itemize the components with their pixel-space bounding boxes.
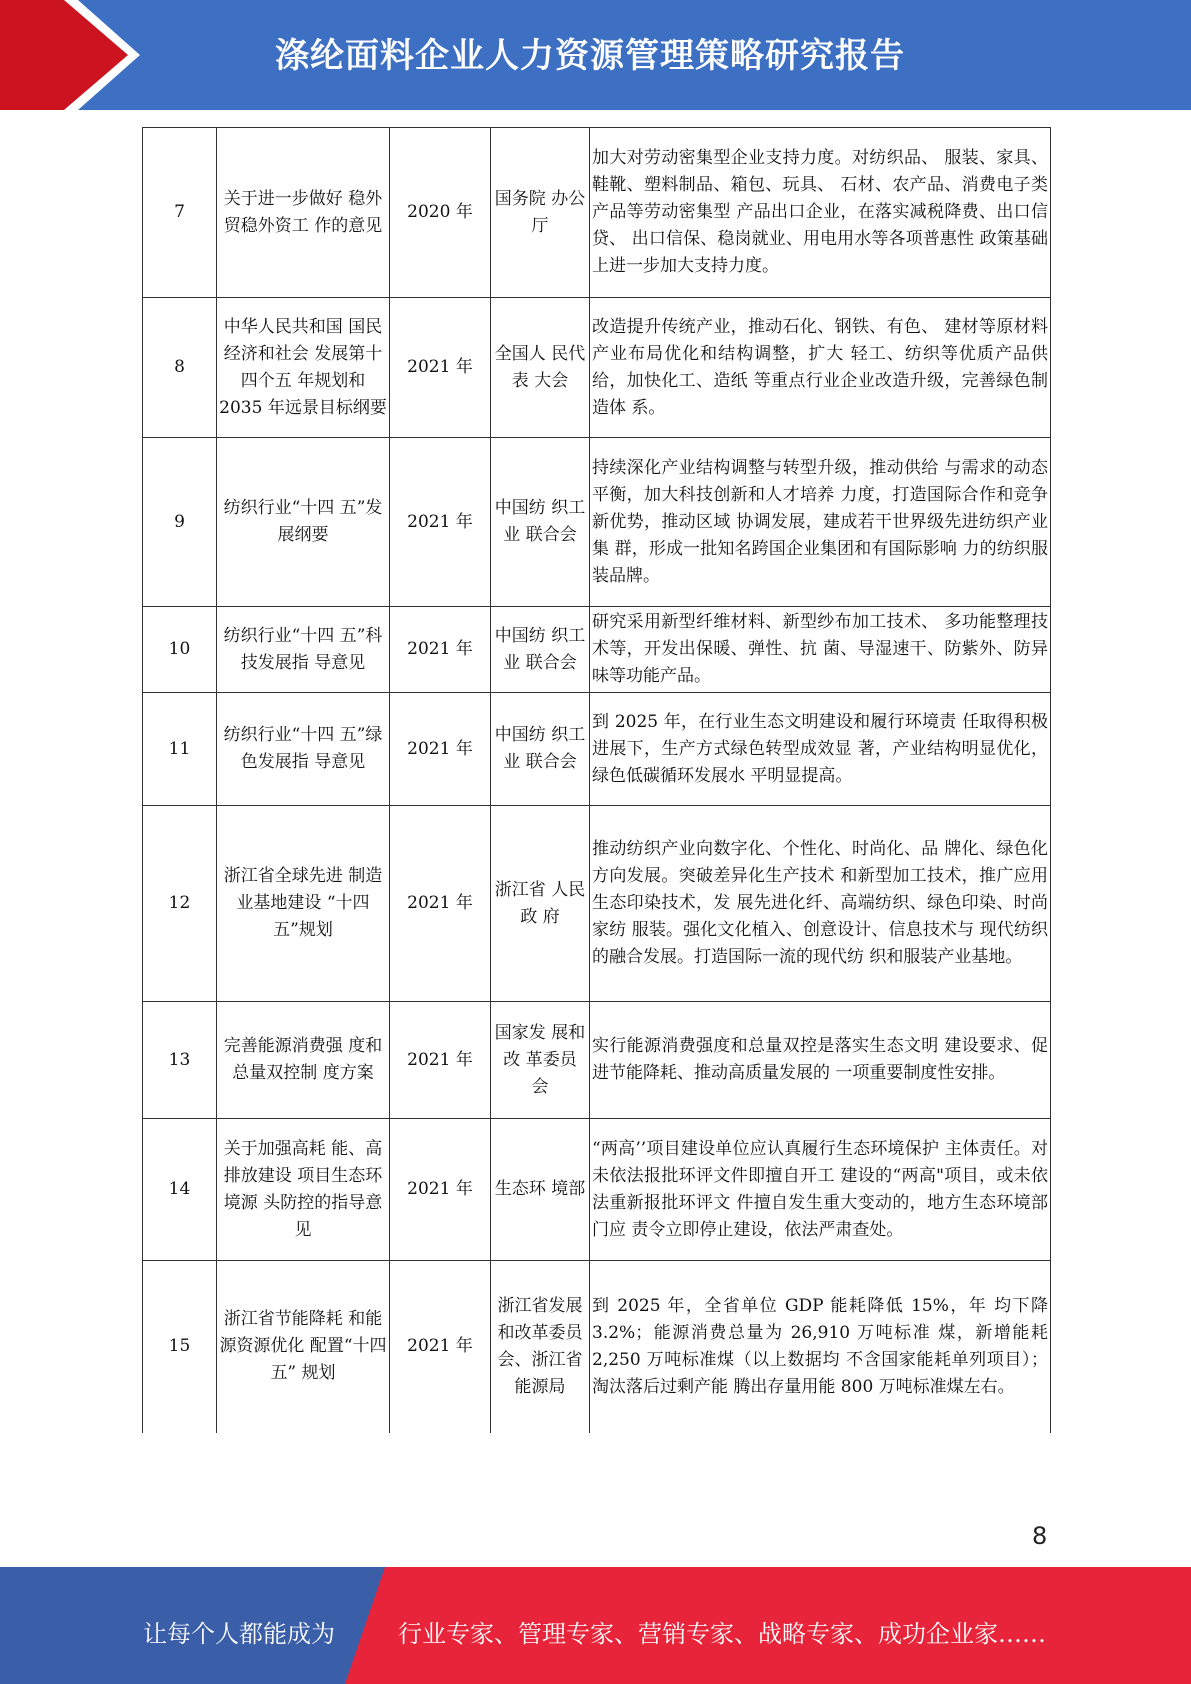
policy-content: “两高’’项目建设单位应认真履行生态环境保护 主体责任。对未依法报批环评文件即擅自开工 建设的“两高"项目，或未依法重新报批环评文 件擅自发生重大变动的，地方生态环境部门应 责令立即停止建设，依法严肃查处。: [590, 1119, 1051, 1261]
policy-issuer: 生态环 境部: [491, 1119, 590, 1261]
policy-year: 2021 年: [390, 438, 491, 607]
policy-name: 纺织行业“十四 五”绿色发展指 导意见: [217, 693, 390, 806]
table-row: [143, 693, 1051, 806]
policy-content: 实行能源消费强度和总量双控是落实生态文明 建设要求、促进节能降耗、推动高质量发展的 一项重要制度性安排。: [590, 1002, 1051, 1119]
policy-year: 2021 年: [390, 1002, 491, 1119]
footer-slogan-right: 行业专家、管理专家、营销专家、战略专家、成功企业家……: [398, 1620, 1046, 1648]
page-header: [0, 0, 1191, 110]
table-row: [143, 128, 1051, 298]
policy-issuer: 中国纺 织工业 联合会: [491, 607, 590, 693]
policy-year: 2021 年: [390, 1119, 491, 1261]
footer-slogan-left: 让每个人都能成为: [143, 1620, 335, 1648]
policy-content: 加大对劳动密集型企业支持力度。对纺织品、 服装、家具、鞋靴、塑料制品、箱包、玩具、 石材、农产品、消费电子类产品等劳动密集型 产品出口企业，在落实减税降费、出口信贷、 出口信保、稳岗就业、用电用水等各项普惠性 政策基础上进一步加大支持力度。: [590, 128, 1051, 298]
policy-issuer: 中国纺 织工业 联合会: [491, 438, 590, 607]
table-row: [143, 607, 1051, 693]
policy-name: 关于加强高耗 能、高排放建设 项目生态环境源 头防控的指导意 见: [217, 1119, 390, 1261]
policy-year: 2021 年: [390, 693, 491, 806]
table-row: [143, 1002, 1051, 1119]
policy-table-container: [142, 127, 1050, 1433]
policy-content: 到 2025 年，全省单位 GDP 能耗降低 15%，年 均下降 3.2%；能源消费总量为 26,910 万吨标准 煤，新增能耗 2,250 万吨标准煤（以上数据均 不含国家能耗单列项目）；淘汰落后过剩产能 腾出存量用能 800 万吨标准煤左右。: [590, 1261, 1051, 1433]
policy-content: 持续深化产业结构调整与转型升级，推动供给 与需求的动态平衡，加大科技创新和人才培养 力度，打造国际合作和竞争新优势，推动区域 协调发展，建成若干世界级先进纺织产业集 群，形成一批知名跨国企业集团和有国际影响 力的纺织服装品牌。: [590, 438, 1051, 607]
policy-year: 2021 年: [390, 806, 491, 1002]
policy-table: [142, 127, 1051, 1433]
row-number: 8: [143, 298, 217, 438]
policy-content: 改造提升传统产业，推动石化、钢铁、有色、 建材等原材料产业布局优化和结构调整，扩大 轻工、纺织等优质产品供给，加快化工、造纸 等重点行业企业改造升级，完善绿色制造体 系。: [590, 298, 1051, 438]
policy-issuer: 浙江省 人民政 府: [491, 806, 590, 1002]
policy-name: 浙江省节能降耗 和能源资源优化 配置“十四五” 规划: [217, 1261, 390, 1433]
row-number: 7: [143, 128, 217, 298]
row-number: 13: [143, 1002, 217, 1119]
policy-content: 研究采用新型纤维材料、新型纱布加工技术、 多功能整理技术等，开发出保暖、弹性、抗 菌、导湿速干、防紫外、防异味等功能产品。: [590, 607, 1051, 693]
table-row: [143, 438, 1051, 607]
policy-content: 推动纺织产业向数字化、个性化、时尚化、品 牌化、绿色化方向发展。突破差异化生产技术 和新型加工技术，推广应用生态印染技术，发 展先进化纤、高端纺织、绿色印染、时尚家纺 服装。强化文化植入、创意设计、信息技术与 现代纺织的融合发展。打造国际一流的现代纺 织和服装产业基地。: [590, 806, 1051, 1002]
policy-year: 2021 年: [390, 298, 491, 438]
policy-issuer: 国务院 办公厅: [491, 128, 590, 298]
policy-year: 2020 年: [390, 128, 491, 298]
page-number: 8: [1032, 1522, 1048, 1550]
row-number: 15: [143, 1261, 217, 1433]
table-row: [143, 806, 1051, 1002]
header-arrow-decoration: [0, 0, 150, 110]
row-number: 11: [143, 693, 217, 806]
policy-name: 关于进一步做好 稳外贸稳外资工 作的意见: [217, 128, 390, 298]
policy-name: 纺织行业“十四 五”发展纲要: [217, 438, 390, 607]
policy-issuer: 浙江省发展和改革委员会、浙江省能源局: [491, 1261, 590, 1433]
policy-year: 2021 年: [390, 1261, 491, 1433]
policy-issuer: 国家发 展和改 革委员 会: [491, 1002, 590, 1119]
policy-name: 完善能源消费强 度和总量双控制 度方案: [217, 1002, 390, 1119]
report-title: 涤纶面料企业人力资源管理策略研究报告: [275, 36, 905, 76]
row-number: 10: [143, 607, 217, 693]
policy-content: 到 2025 年，在行业生态文明建设和履行环境责 任取得积极进展下，生产方式绿色转型成效显 著，产业结构明显优化，绿色低碳循环发展水 平明显提高。: [590, 693, 1051, 806]
table-row: [143, 1261, 1051, 1433]
row-number: 9: [143, 438, 217, 607]
table-row: [143, 298, 1051, 438]
row-number: 12: [143, 806, 217, 1002]
policy-year: 2021 年: [390, 607, 491, 693]
policy-name: 纺织行业“十四 五”科技发展指 导意见: [217, 607, 390, 693]
policy-issuer: 中国纺 织工业 联合会: [491, 693, 590, 806]
row-number: 14: [143, 1119, 217, 1261]
policy-name: 中华人民共和国 国民经济和社会 发展第十四个五 年规划和 2035 年远景目标纲要: [217, 298, 390, 438]
table-row: [143, 1119, 1051, 1261]
policy-issuer: 全国人 民代表 大会: [491, 298, 590, 438]
policy-name: 浙江省全球先进 制造业基地建设 “十四五”规划: [217, 806, 390, 1002]
